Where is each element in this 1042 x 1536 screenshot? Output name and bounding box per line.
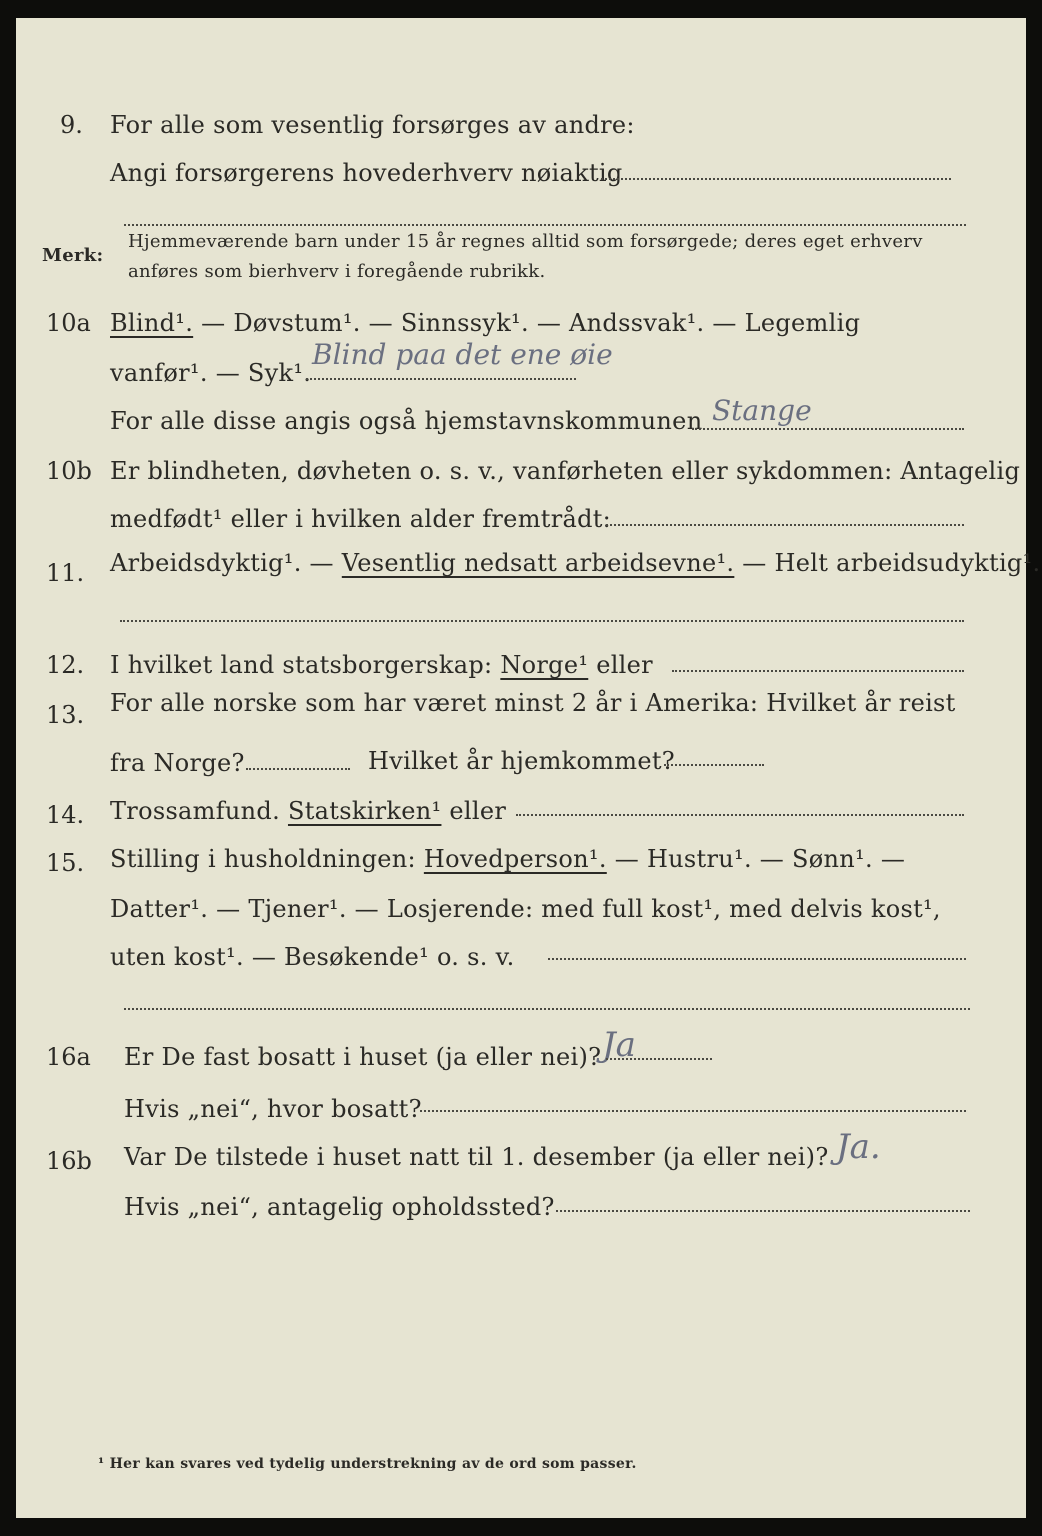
- handwritten-condition-answer: Blind paa det ene øie: [312, 338, 613, 371]
- question-12-number: 12.: [46, 651, 85, 679]
- question-9-text: For alle som vesentlig forsørges av andre:: [110, 111, 635, 139]
- question-16b-text-line-1: Var De tilstede i huset natt til 1. desember (ja eller nei)?: [124, 1143, 829, 1171]
- question-10a-text-line-2: vanfør¹. — Syk¹.: [110, 359, 312, 387]
- note-text-line-2: anføres som bierhverv i foregående rubrikk.: [128, 261, 546, 282]
- question-11-number: 11.: [46, 559, 85, 587]
- option-blind[interactable]: Blind¹.: [110, 309, 194, 337]
- option-helt-arbeidsudyktig[interactable]: — Helt arbeidsudyktig¹.: [742, 549, 1041, 577]
- question-13-return-label: Hvilket år hjemkommet?: [368, 747, 675, 775]
- question-16a-address-line[interactable]: [420, 1110, 966, 1112]
- question-14-eller: eller: [449, 797, 507, 825]
- note-label: Merk:: [42, 245, 104, 266]
- question-15-text-line-1: [110, 844, 905, 874]
- handwritten-16b-answer: Ja.: [836, 1127, 881, 1167]
- question-16b-text-line-2: Hvis „nei“, antagelig opholdssted?: [124, 1193, 555, 1221]
- question-14-text: [110, 796, 506, 826]
- question-10a-kommune-line[interactable]: [692, 428, 964, 430]
- handwritten-16a-answer: Ja: [602, 1025, 636, 1065]
- question-16b-answer-line[interactable]: [556, 1210, 970, 1212]
- option-hovedperson[interactable]: Hovedperson¹.: [423, 845, 607, 873]
- question-16a-number: 16a: [46, 1043, 91, 1071]
- option-arbeidsdyktig[interactable]: Arbeidsdyktig¹. —: [110, 549, 334, 577]
- question-16a-text-line-1: Er De fast bosatt i huset (ja eller nei)?: [124, 1043, 602, 1071]
- question-12-prompt: I hvilket land statsborgerskap:: [110, 651, 493, 679]
- question-9-answer-line[interactable]: [601, 178, 951, 180]
- question-11-text: [110, 548, 1040, 578]
- question-13-number: 13.: [46, 701, 85, 729]
- question-13-departure-line[interactable]: [246, 768, 350, 770]
- question-15-text-line-3: uten kost¹. — Besøkende¹ o. s. v.: [110, 943, 515, 971]
- option-vesentlig-nedsatt[interactable]: Vesentlig nedsatt arbeidsevne¹.: [341, 549, 735, 577]
- option-norge[interactable]: Norge¹: [500, 651, 589, 679]
- question-12-text: [110, 650, 653, 680]
- question-9-number: 9.: [60, 111, 83, 139]
- question-14-answer-line[interactable]: [516, 814, 964, 816]
- question-10b-text-line-1: Er blindheten, døvheten o. s. v., vanførheten eller sykdommen: Antagelig: [110, 457, 1021, 485]
- question-9-answer-line-2[interactable]: [124, 224, 966, 226]
- footnote: ¹ Her kan svares ved tydelig understrekning av de ord som passer.: [98, 1456, 637, 1472]
- question-15-answer-line-2[interactable]: [124, 1008, 970, 1010]
- question-12-answer-line[interactable]: [672, 670, 964, 672]
- question-15-text-line-2: Datter¹. — Tjener¹. — Losjerende: med full kost¹, med delvis kost¹,: [110, 895, 941, 923]
- question-10a-number: 10a: [46, 309, 91, 337]
- question-10b-number: 10b: [46, 457, 92, 485]
- question-13-return-line[interactable]: [664, 764, 764, 766]
- question-15-answer-line[interactable]: [548, 958, 966, 960]
- question-10a-text-line-1: [110, 308, 860, 338]
- question-11-answer-line[interactable]: [120, 620, 964, 622]
- question-16b-number: 16b: [46, 1147, 92, 1175]
- question-16a-text-line-2: Hvis „nei“, hvor bosatt?: [124, 1095, 422, 1123]
- handwritten-kommune-answer: Stange: [712, 394, 812, 427]
- question-13-text-line-1: For alle norske som har været minst 2 år i Amerika: Hvilket år reist: [110, 689, 956, 717]
- option-statskirken[interactable]: Statskirken¹: [287, 797, 442, 825]
- question-10b-answer-line[interactable]: [606, 524, 964, 526]
- question-15-prompt: Stilling i husholdningen:: [110, 845, 416, 873]
- question-15-number: 15.: [46, 849, 85, 877]
- question-10b-text-line-2: medfødt¹ eller i hvilken alder fremtrådt:: [110, 505, 612, 533]
- question-9-prompt: Angi forsørgerens hovederhverv nøiaktig: [110, 159, 623, 187]
- form-page: [16, 18, 1041, 1518]
- question-14-number: 14.: [46, 801, 85, 829]
- question-15-options-1: — Hustru¹. — Sønn¹. —: [614, 845, 906, 873]
- question-10a-options: — Døvstum¹. — Sinnssyk¹. — Andssvak¹. — Legemlig: [201, 309, 861, 337]
- question-14-prompt: Trossamfund.: [110, 797, 281, 825]
- question-12-eller: eller: [596, 651, 653, 679]
- note-text-line-1: Hjemmeværende barn under 15 år regnes alltid som forsørgede; deres eget erhverv: [128, 231, 923, 252]
- question-10a-answer-line[interactable]: [306, 378, 576, 380]
- question-16a-answer-line[interactable]: [606, 1058, 712, 1060]
- question-10a-text-line-3: For alle disse angis også hjemstavnskommunen: [110, 407, 703, 435]
- question-13-departure-label: fra Norge?: [110, 749, 245, 777]
